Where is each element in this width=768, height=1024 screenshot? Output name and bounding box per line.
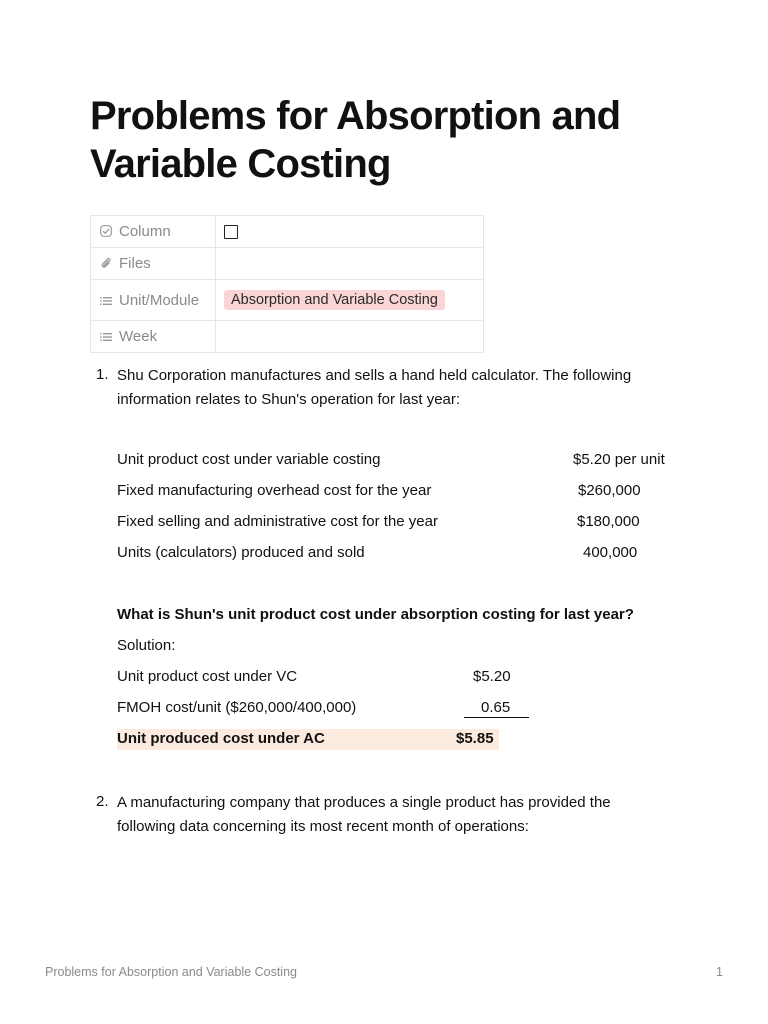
property-row-unit-module: [91, 280, 484, 321]
property-value[interactable]: [216, 216, 484, 248]
data-value: 400,000: [583, 544, 638, 561]
data-value: $260,000: [578, 482, 641, 499]
data-value: $180,000: [577, 513, 640, 530]
property-label: Column: [119, 223, 171, 240]
footer-title: Problems for Absorption and Variable Costing: [45, 965, 297, 979]
problem-intro: A manufacturing company that produces a single product has provided the following data concerning its most recent month of operations:: [117, 794, 611, 835]
property-value[interactable]: [216, 280, 484, 321]
page-number: 1: [716, 965, 723, 979]
property-row-column: [91, 216, 484, 248]
property-label: Unit/Module: [119, 291, 200, 309]
data-label: Fixed manufacturing overhead cost for the year: [117, 482, 432, 499]
property-value[interactable]: [216, 248, 484, 280]
data-label: Unit product cost under variable costing: [117, 451, 381, 468]
property-value[interactable]: [216, 321, 484, 353]
property-key: [91, 216, 216, 248]
solution-total-label: Unit produced cost under AC: [117, 730, 325, 747]
column-checkbox[interactable]: [224, 225, 238, 239]
property-label: Week: [119, 328, 158, 345]
subtotal-underline: [464, 717, 529, 718]
data-label: Fixed selling and administrative cost for the year: [117, 513, 438, 530]
data-label: Units (calculators) produced and sold: [117, 544, 365, 561]
paperclip-icon: [99, 256, 113, 272]
problem-question: What is Shun's unit product cost under absorption costing for last year?: [117, 606, 634, 623]
solution-line-value: 0.65: [481, 699, 511, 716]
property-key: [91, 321, 216, 353]
solution-line-label: FMOH cost/unit ($260,000/400,000): [117, 699, 357, 716]
checkbox-property-icon: [99, 225, 113, 240]
list-number: 2.: [96, 793, 109, 810]
solution-line-value: $5.20: [473, 668, 511, 685]
property-label: Files: [119, 255, 151, 272]
list-number: 1.: [96, 366, 109, 383]
solution-total-value: $5.85: [456, 730, 494, 747]
solution-line-label: Unit product cost under VC: [117, 668, 298, 685]
property-key: [91, 280, 216, 321]
property-row-week: [91, 321, 484, 353]
problem-intro: Shu Corporation manufactures and sells a hand held calculator. The following information relates to Shun's operation for last year:: [117, 367, 632, 408]
property-key: [91, 248, 216, 280]
data-value: $5.20 per unit: [573, 451, 665, 468]
solution-label: Solution:: [117, 637, 176, 654]
property-row-files: [91, 248, 484, 280]
list-property-icon: [99, 331, 113, 345]
unit-module-tag[interactable]: Absorption and Variable Costing: [224, 290, 445, 310]
page-title: Problems for Absorption and Variable Costing: [90, 94, 621, 186]
list-property-icon: [99, 295, 113, 309]
properties-table: [90, 215, 484, 353]
